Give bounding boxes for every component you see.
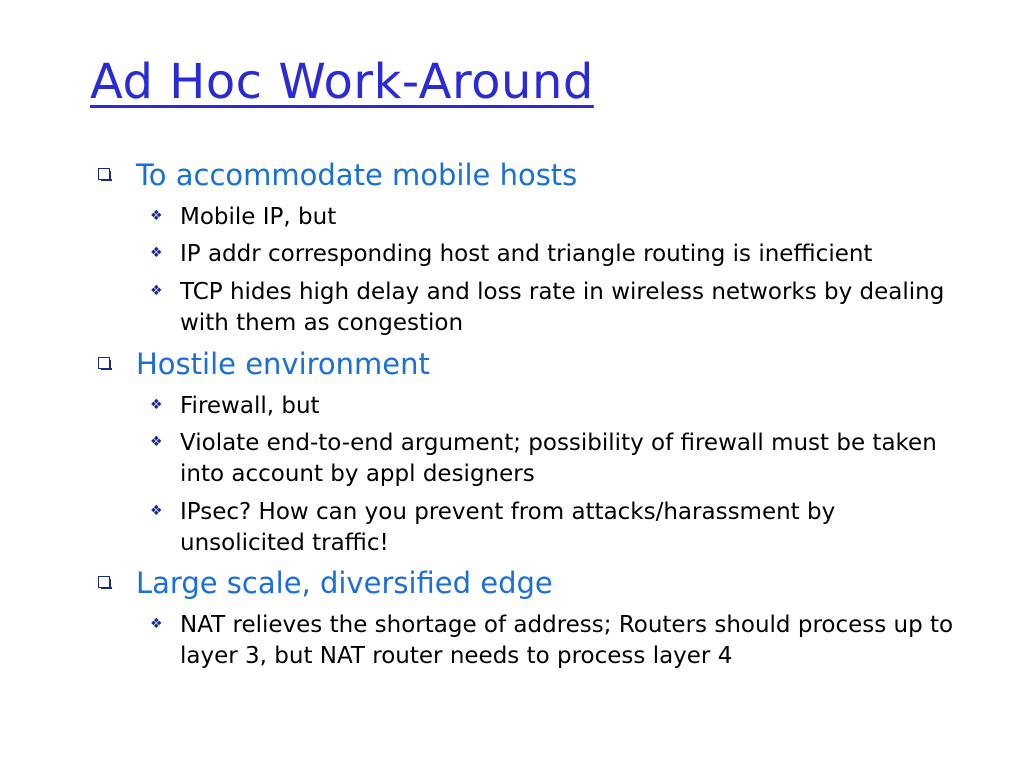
section-heading-text: Hostile environment [136, 347, 430, 381]
bullet-item [150, 497, 950, 559]
hollow-square-bullet-icon [98, 357, 110, 369]
bullet-item [150, 428, 985, 490]
four-point-star-bullet-icon: ❖ [150, 616, 163, 632]
bullet-item [150, 202, 1020, 233]
section-heading-text: Large scale, diversified edge [136, 566, 553, 600]
bullet-text: TCP hides high delay and loss rate in wireless networks by dealing with them as congestion [180, 279, 945, 336]
bullet-item [150, 239, 1020, 270]
section-heading-text: To accommodate mobile hosts [136, 158, 578, 192]
hollow-square-bullet-icon [98, 168, 110, 180]
four-point-star-bullet-icon: ❖ [150, 434, 163, 450]
four-point-star-bullet-icon: ❖ [150, 503, 163, 519]
bullet-text: Violate end-to-end argument; possibility of firewall must be taken into account by appl designers [180, 430, 937, 487]
bullet-item [150, 610, 1016, 672]
four-point-star-bullet-icon: ❖ [150, 397, 163, 413]
slide-title: Ad Hoc Work-Around [90, 54, 594, 110]
bullet-text: Mobile IP, but [180, 204, 337, 230]
four-point-star-bullet-icon: ❖ [150, 283, 163, 299]
four-point-star-bullet-icon: ❖ [150, 245, 163, 261]
bullet-item [150, 391, 1020, 422]
bullet-text: Firewall, but [180, 393, 320, 419]
bullet-text: IPsec? How can you prevent from attacks/harassment by unsolicited traffic! [180, 499, 836, 556]
bullet-item [150, 277, 970, 339]
four-point-star-bullet-icon: ❖ [150, 208, 163, 224]
bullet-text: IP addr corresponding host and triangle routing is inefficient [180, 241, 873, 267]
bullet-text: NAT relieves the shortage of address; Routers should process up to layer 3, but NAT router needs to process layer 4 [180, 612, 954, 669]
hollow-square-bullet-icon [98, 576, 110, 588]
